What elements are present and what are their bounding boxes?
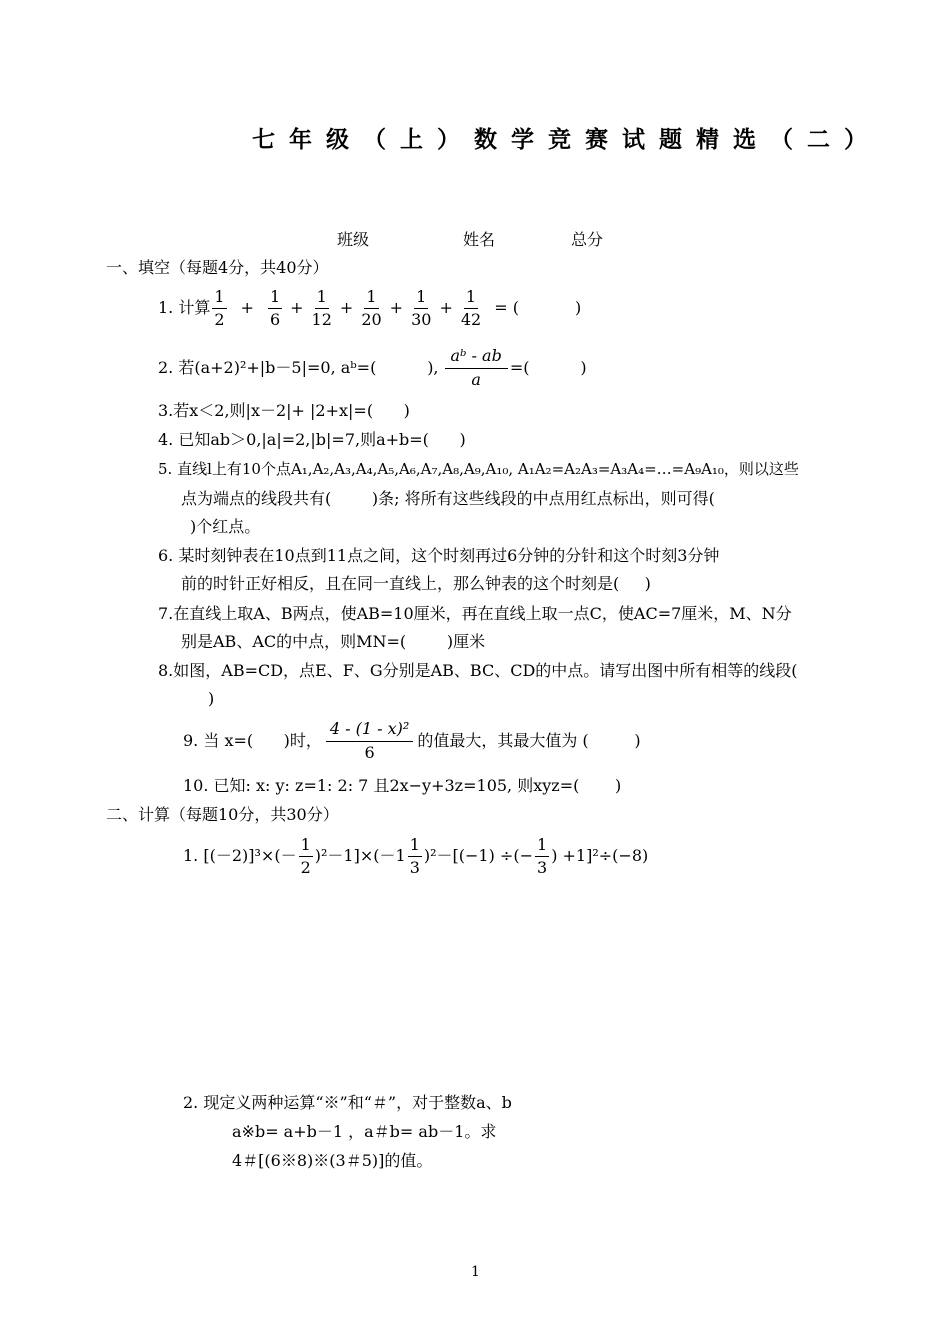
q1-suffix: = ( )	[489, 298, 582, 318]
q9-prefix: 9. 当 x=( )时，	[183, 730, 322, 750]
section1-heading: 一、填空（每题4分，共40分）	[106, 258, 329, 277]
question-1-5-line3: )个红点。	[190, 517, 261, 536]
score-field-label: 总分	[571, 230, 604, 249]
question-1-9	[183, 720, 641, 761]
q1-fraction-3: $\frac{1}{12}$	[311, 287, 332, 329]
question-1-6-line1: 6. 某时刻钟表在10点到11点之间，这个时刻再过6分钟的分针和这个时刻3分钟	[158, 546, 720, 565]
q1-prefix: 1. 计算	[158, 298, 211, 318]
q1-fraction-2: $\frac{1}{6}$	[269, 287, 281, 329]
name-field-label: 姓名	[463, 230, 496, 249]
section2-heading: 二、计算（每题10分，共30分）	[106, 805, 339, 824]
question-1-10: 10. 已知: x: y: z=1: 2: 7 且2x−y+3z=105, 则xyz=( )	[183, 776, 622, 795]
q1-fraction-6: $\frac{1}{42}$	[460, 287, 482, 329]
calc1-part4: ) +1]²÷(−8)	[551, 846, 649, 866]
question-1-8-line1: 8.如图，AB=CD，点E、F、G分别是AB、BC、CD的中点。请写出图中所有相等的线段(	[158, 661, 798, 680]
page-number: 1	[471, 1264, 480, 1280]
page-title: 七年级（上）数学竞赛试题精选（二）	[252, 126, 881, 153]
q1-fraction-1: $\frac{1}{2}$	[214, 287, 225, 329]
question-1-7-line2: 别是AB、AC的中点，则MN=( )厘米	[181, 632, 486, 651]
question-1-5-line2: 点为端点的线段共有( )条; 将所有这些线段的中点用红点标出，则可得(	[181, 489, 715, 508]
question-1-5-line1: 5. 直线l上有10个点A₁,A₂,A₃,A₄,A₅,A₆,A₇,A₈,A₉,A₁₀, A₁A₂=A₂A₃=A₃A₄=…=A₉A₁₀，则以这些	[158, 460, 799, 478]
q9-suffix: 的值最大，其最大值为 ( )	[417, 730, 641, 750]
q9-fraction: $\frac{\text{4 - (1 - x)²}}{6}$	[326, 720, 413, 761]
calc1-fraction-3: $\frac{1}{3}$	[537, 835, 548, 877]
q1-fraction-4: $\frac{1}{20}$	[361, 287, 382, 329]
question-1-1: 1. 计算 $\frac{1}{2}$ + $\frac{1}{6}$ + $\frac{1}{12}$ + $\frac{1}{20}$ + $\frac{1}{30}$ + $\frac{1}{42}$ = ( )	[158, 287, 582, 329]
calc1-fraction-1: $\frac{1}{2}$	[300, 835, 311, 877]
calc1-part1: 1. [(－2)]³×(－	[183, 846, 297, 866]
q1-fraction-5: $\frac{1}{30}$	[411, 287, 432, 329]
calc1-part3: )²－[(−1) ÷(−	[423, 846, 533, 866]
calc-question-2-line3: 4＃[(6※8)※(3＃5)]的值。	[232, 1151, 433, 1170]
calc-question-2-line1: 2. 现定义两种运算“※”和“＃”，对于整数a、b	[183, 1093, 512, 1112]
q2-suffix: =( )	[509, 357, 587, 377]
calc1-fraction-2: $\frac{1}{3}$	[409, 835, 420, 877]
question-1-2	[158, 347, 587, 388]
question-1-7-line1: 7.在直线上取A、B两点，使AB=10厘米，再在直线上取一点C，使AC=7厘米，M、N分	[158, 604, 792, 623]
question-1-6-line2: 前的时针正好相反，且在同一直线上，那么钟表的这个时刻是( )	[181, 574, 651, 593]
question-1-3: 3.若x＜2,则|x－2|+ |2+x|=( )	[158, 401, 410, 420]
calc1-part2: )²－1]×(－1	[314, 846, 406, 866]
question-1-4: 4. 已知ab＞0,|a|=2,|b|=7,则a+b=( )	[158, 430, 466, 449]
question-1-8-line2: )	[208, 689, 215, 708]
q2-text: 2. 若(a+2)²+|b－5|=0, aᵇ=( ),	[158, 357, 439, 377]
q2-fraction: $\frac{\text{aᵇ - ab}}{a}$	[445, 347, 508, 388]
class-field-label: 班级	[337, 230, 370, 249]
calc-question-2-line2: a※b= a+b－1 ，a＃b= ab－1。求	[232, 1122, 497, 1141]
calc-question-1	[183, 836, 648, 876]
